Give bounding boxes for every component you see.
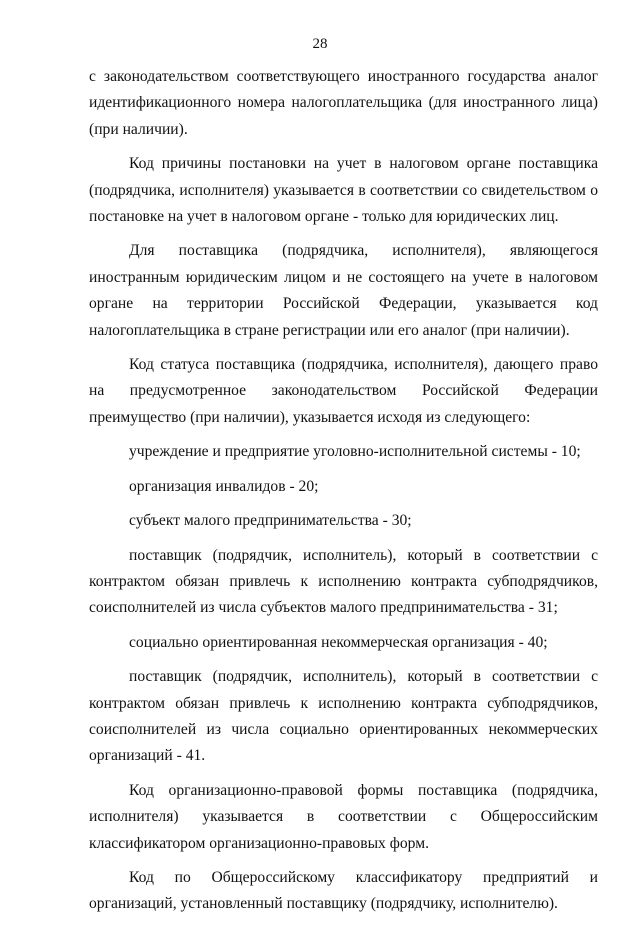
list-item-status-41: поставщик (подрядчик, исполнитель), который в соответствии с контрактом обязан привлечь к исполнению контракта субподрядчиков, соисполнителей из числа социально ориентированных некоммерческих организаций - 41. <box>89 668 598 765</box>
paragraph-legal-form-code: Код организационно-правовой формы поставщика (подрядчика, исполнителя) указывается в соответствии с Общероссийским классификатором организационно-правовых форм. <box>89 781 598 852</box>
paragraph-foreign-supplier-code: Для поставщика (подрядчика, исполнителя), являющегося иностранным юридическим лицом и не состоящего на учете в налоговом органе на территории Российской Федерации, указывается код налогоплательщика в стране регистрации или его аналог (при наличии). <box>89 242 598 339</box>
list-item-status-30: субъект малого предпринимательства - 30; <box>129 512 412 530</box>
paragraph-foreign-tin-continuation: с законодательством соответствующего иностранного государства аналог идентификационного номера налогоплательщика (для иностранного лица) (при наличии). <box>89 68 598 138</box>
paragraph-okpo-code: Код по Общероссийскому классификатору предприятий и организаций, установленный поставщику (подрядчику, исполнителю). <box>89 868 598 913</box>
paragraph-supplier-status-code: Код статуса поставщика (подрядчика, исполнителя), дающего право на предусмотренное законодательством Российской Федерации преимущество (при наличии), указывается исходя из следующего: <box>89 356 598 426</box>
list-item-status-10: учреждение и предприятие уголовно-исполнительной системы - 10; <box>129 443 581 461</box>
paragraph-kpp-code: Код причины постановки на учет в налоговом органе поставщика (подрядчика, исполнителя) указывается в соответствии со свидетельством о постановке на учет в налоговом органе - только для юридических лиц. <box>89 155 598 226</box>
document-body <box>89 64 598 926</box>
list-item-status-31: поставщик (подрядчик, исполнитель), который в соответствии с контрактом обязан привлечь к исполнению контракта субподрядчиков, соисполнителей из числа субъектов малого предпринимательства - 31; <box>89 546 598 617</box>
page-number: 28 <box>312 36 328 52</box>
list-item-status-40: социально ориентированная некоммерческая организация - 40; <box>129 633 548 651</box>
list-item-status-20: организация инвалидов - 20; <box>129 477 319 495</box>
